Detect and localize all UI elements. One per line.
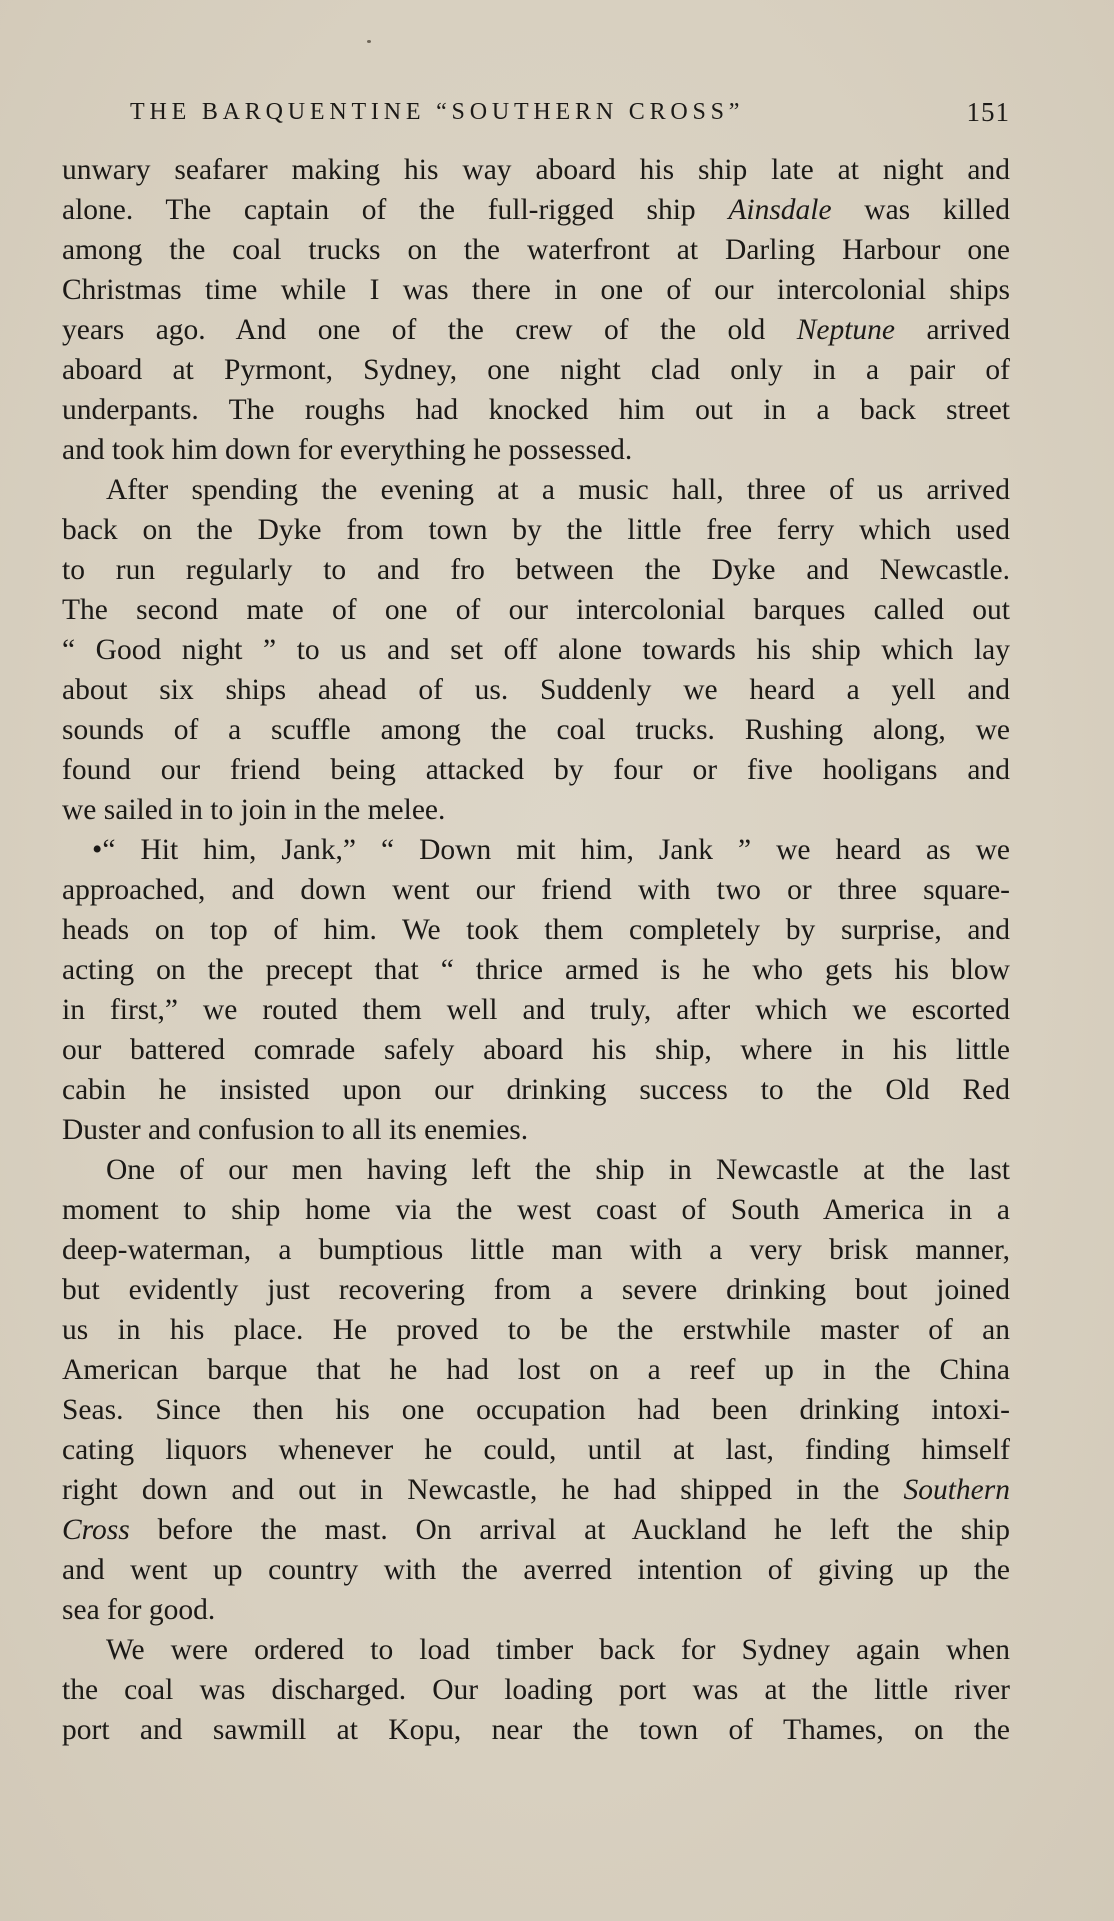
body-text — [62, 150, 1010, 1750]
page-number: 151 — [966, 97, 1010, 127]
text-line: years ago. And one of the crew of the old Neptune arrived — [62, 314, 1011, 346]
text-line: Seas. Since then his one occupation had been drinking intoxi- — [62, 1394, 1010, 1426]
paragraph-start: One of our men having left the ship in Newcastle at the last — [106, 1154, 1010, 1186]
text-line: American barque that he had lost on a reef up in the China — [62, 1354, 1010, 1386]
text-line: Duster and confusion to all its enemies. — [62, 1114, 529, 1146]
ship-name-cross: Cross — [62, 1514, 130, 1546]
text-line: us in his place. He proved to be the erstwhile master of an — [62, 1314, 1010, 1346]
text-line: back on the Dyke from town by the little free ferry which used — [62, 514, 1010, 546]
text-line: heads on top of him. We took them completely by surprise, and — [62, 914, 1010, 946]
text-line: acting on the precept that “ thrice armed is he who gets his blow — [62, 954, 1010, 986]
ship-name-neptune: Neptune — [796, 314, 896, 346]
running-head: THE BARQUENTINE “SOUTHERN CROSS” — [130, 99, 745, 125]
text-line: in first,” we routed them well and truly, after which we escorted — [62, 994, 1010, 1026]
text-line: the coal was discharged. Our loading port was at the little river — [62, 1674, 1010, 1706]
paragraph-start: After spending the evening at a music hall, three of us arrived — [106, 474, 1010, 506]
text-line: among the coal trucks on the waterfront at Darling Harbour one — [62, 234, 1010, 266]
text-line: sea for good. — [62, 1594, 216, 1626]
text-line: Cross before the mast. On arrival at Auckland he left the ship — [62, 1514, 1010, 1546]
text-line: and went up country with the averred intention of giving up the — [62, 1554, 1010, 1586]
text-line: alone. The captain of the full-rigged ship Ainsdale was killed — [62, 194, 1010, 226]
text-line: about six ships ahead of us. Suddenly we heard a yell and — [62, 674, 1010, 706]
paragraph-start: We were ordered to load timber back for Sydney again when — [106, 1634, 1010, 1666]
text-line: underpants. The roughs had knocked him out in a back street — [62, 394, 1010, 426]
text-line: moment to ship home via the west coast of South America in a — [62, 1194, 1010, 1226]
text-line: approached, and down went our friend with two or three square- — [62, 874, 1010, 906]
page-header — [62, 92, 1010, 132]
ship-name-ainsdale: Ainsdale — [728, 194, 832, 226]
text-line: unwary seafarer making his way aboard his ship late at night and — [62, 154, 1010, 186]
page-speck — [367, 40, 371, 43]
text-line: we sailed in to join in the melee. — [62, 794, 446, 826]
text-line: port and sawmill at Kopu, near the town of Thames, on the — [62, 1714, 1010, 1746]
text-line: right down and out in Newcastle, he had shipped in the Southern — [62, 1474, 1010, 1506]
paragraph-start: •“ Hit him, Jank,” “ Down mit him, Jank ” we heard as we — [92, 834, 1010, 866]
text-line: cating liquors whenever he could, until at last, finding himself — [62, 1434, 1010, 1466]
text-line: “ Good night ” to us and set off alone towards his ship which lay — [62, 634, 1010, 666]
text-line: but evidently just recovering from a severe drinking bout joined — [62, 1274, 1010, 1306]
text-line: our battered comrade safely aboard his ship, where in his little — [62, 1034, 1010, 1066]
text-line: and took him down for everything he possessed. — [62, 434, 633, 466]
text-line: deep-waterman, a bumptious little man with a very brisk manner, — [62, 1234, 1010, 1266]
text-line: Christmas time while I was there in one of our intercolonial ships — [62, 274, 1010, 306]
text-line: aboard at Pyrmont, Sydney, one night clad only in a pair of — [62, 354, 1010, 386]
text-line: sounds of a scuffle among the coal trucks. Rushing along, we — [62, 714, 1010, 746]
text-line: The second mate of one of our intercolonial barques called out — [62, 594, 1010, 626]
ship-name-southern: Southern — [903, 1474, 1010, 1506]
text-line: cabin he insisted upon our drinking success to the Old Red — [62, 1074, 1010, 1106]
text-line: found our friend being attacked by four or five hooligans and — [62, 754, 1010, 786]
text-line: to run regularly to and fro between the Dyke and Newcastle. — [62, 554, 1010, 586]
